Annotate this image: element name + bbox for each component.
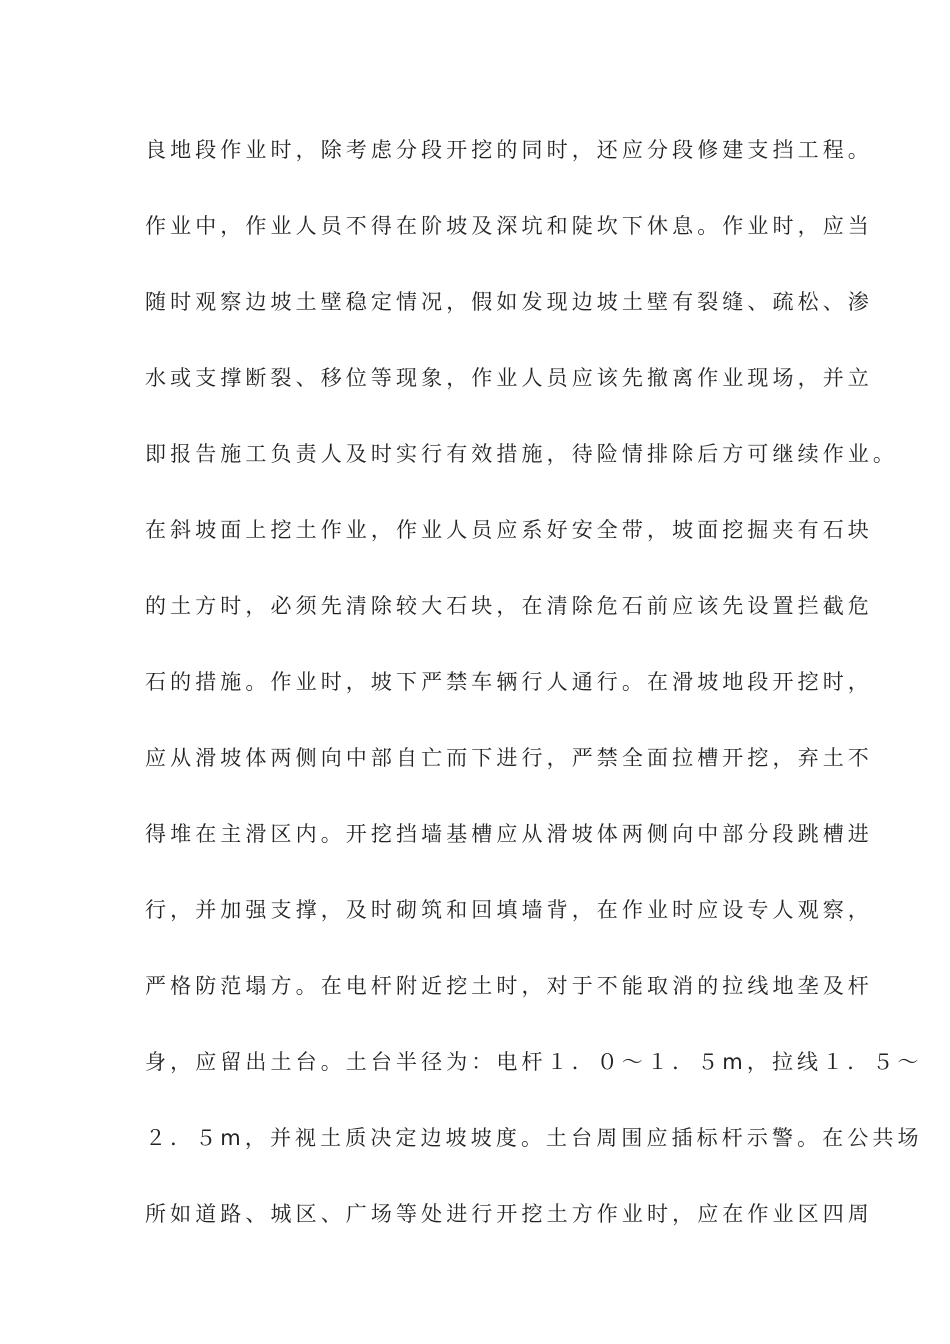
text-line: 严格防范塌方。在电杆附近挖土时，对于不能取消的拉线地垄及杆 [145,974,873,998]
text-line: 在斜坡面上挖土作业，作业人员应系好安全带，坡面挖掘夹有石块 [145,518,873,542]
text-line: ２．５m，并视土质决定边坡坡度。土台周围应插标杆示警。在公共场 [145,1126,923,1150]
text-line: 即报告施工负责人及时实行有效措施，待险情排除后方可继续作业。 [145,442,898,466]
text-line: 得堆在主滑区内。开挖挡墙基槽应从滑坡体两侧向中部分段跳槽进 [145,822,873,846]
text-line: 水或支撑断裂、移位等现象，作业人员应该先撤离作业现场，并立 [145,366,873,390]
text-line: 石的措施。作业时，坡下严禁车辆行人通行。在滑坡地段开挖时， [145,670,873,694]
text-line: 应从滑坡体两侧向中部自亡而下进行，严禁全面拉槽开挖，弃土不 [145,746,873,770]
text-line: 良地段作业时，除考虑分段开挖的同时，还应分段修建支挡工程。 [145,138,873,162]
text-line: 随时观察边坡土壁稳定情况，假如发现边坡土壁有裂缝、疏松、渗 [145,290,873,314]
text-line: 作业中，作业人员不得在阶坡及深坑和陡坎下休息。作业时，应当 [145,214,873,238]
text-line: 的土方时，必须先清除较大石块，在清除危石前应该先设置拦截危 [145,594,873,618]
text-line: 所如道路、城区、广场等处进行开挖土方作业时，应在作业区四周 [145,1202,873,1226]
text-line: 行，并加强支撑，及时砌筑和回填墙背，在作业时应设专人观察， [145,898,873,922]
text-line: 身，应留出土台。土台半径为：电杆１．０～１．５m，拉线１．５～ [145,1050,923,1074]
